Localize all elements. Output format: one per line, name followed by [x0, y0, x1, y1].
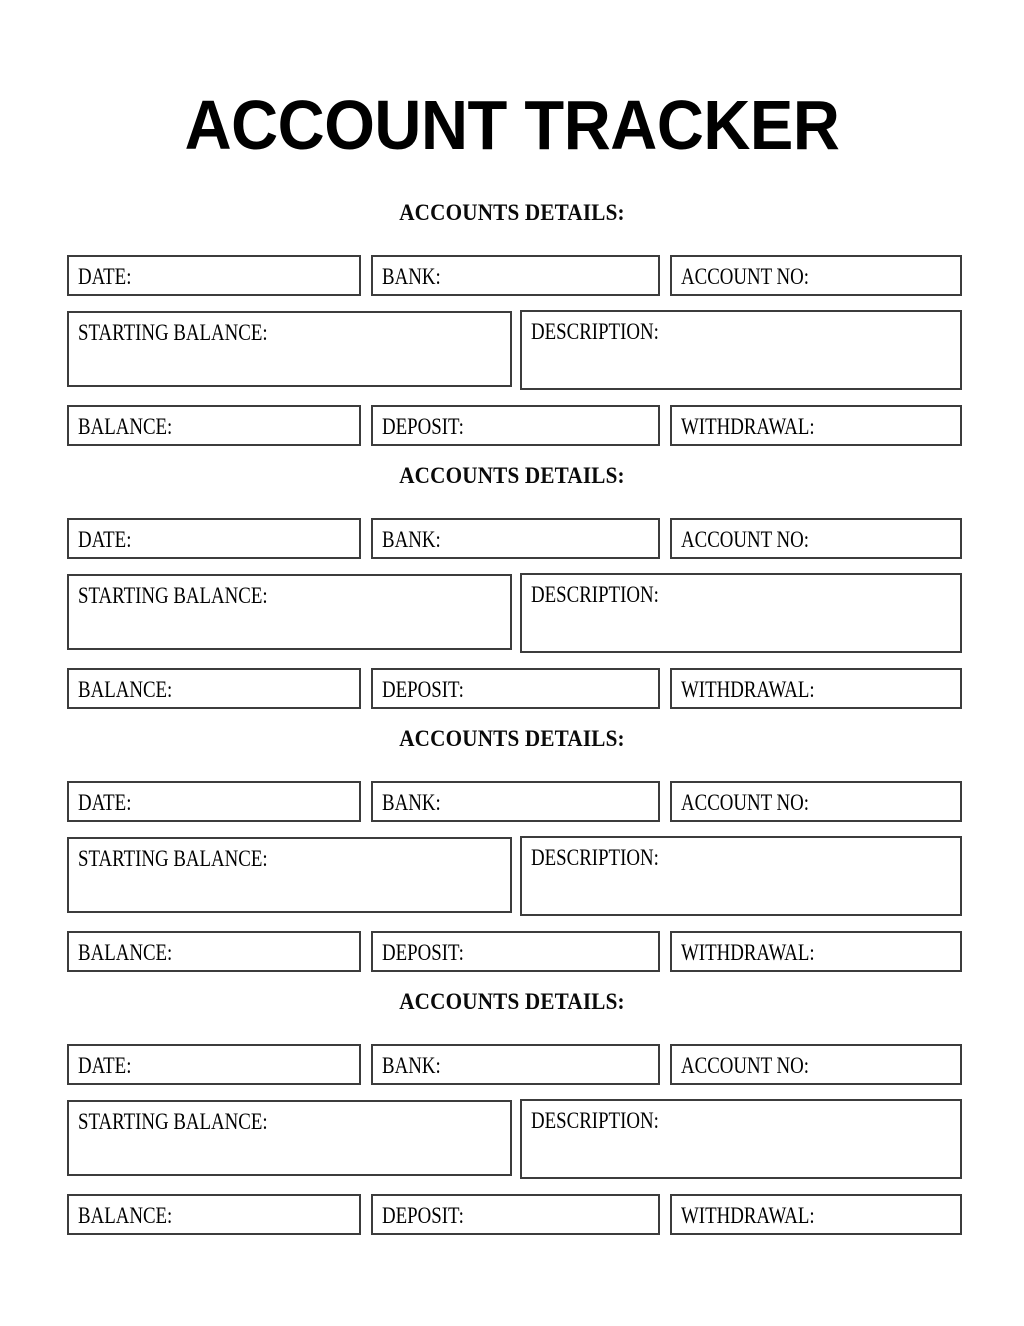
- field-label-bank: BANK:: [382, 790, 441, 815]
- field-label-account-no: ACCOUNT NO:: [681, 264, 810, 289]
- section-heading: ACCOUNTS DETAILS:: [399, 726, 625, 751]
- field-bank[interactable]: [371, 1044, 660, 1085]
- field-label-deposit: DEPOSIT:: [382, 414, 464, 439]
- field-label-description: DESCRIPTION:: [531, 845, 659, 870]
- field-label-balance: BALANCE:: [78, 414, 173, 439]
- field-label-deposit: DEPOSIT:: [382, 940, 464, 965]
- field-bank[interactable]: [371, 781, 660, 822]
- field-label-description: DESCRIPTION:: [531, 319, 659, 344]
- section-heading: ACCOUNTS DETAILS:: [399, 989, 625, 1014]
- field-starting-balance[interactable]: [67, 1100, 512, 1176]
- field-balance[interactable]: [67, 405, 361, 446]
- field-label-starting-balance: STARTING BALANCE:: [78, 583, 268, 608]
- field-label-bank: BANK:: [382, 1053, 441, 1078]
- field-label-balance: BALANCE:: [78, 940, 173, 965]
- field-label-starting-balance: STARTING BALANCE:: [78, 1109, 268, 1134]
- section-heading: ACCOUNTS DETAILS:: [399, 463, 625, 488]
- field-date[interactable]: [67, 255, 361, 296]
- field-deposit[interactable]: [371, 1194, 660, 1235]
- field-description[interactable]: [520, 310, 962, 390]
- field-label-starting-balance: STARTING BALANCE:: [78, 320, 268, 345]
- field-withdrawal[interactable]: [670, 668, 962, 709]
- field-label-withdrawal: WITHDRAWAL:: [681, 1203, 815, 1228]
- field-label-bank: BANK:: [382, 264, 441, 289]
- field-label-description: DESCRIPTION:: [531, 1108, 659, 1133]
- field-balance[interactable]: [67, 668, 361, 709]
- field-description[interactable]: [520, 573, 962, 653]
- field-date[interactable]: [67, 518, 361, 559]
- field-withdrawal[interactable]: [670, 405, 962, 446]
- field-label-date: DATE:: [78, 527, 132, 552]
- field-bank[interactable]: [371, 255, 660, 296]
- field-deposit[interactable]: [371, 668, 660, 709]
- field-label-description: DESCRIPTION:: [531, 582, 659, 607]
- field-starting-balance[interactable]: [67, 837, 512, 913]
- field-label-date: DATE:: [78, 790, 132, 815]
- field-label-deposit: DEPOSIT:: [382, 677, 464, 702]
- field-label-account-no: ACCOUNT NO:: [681, 790, 810, 815]
- field-label-date: DATE:: [78, 264, 132, 289]
- field-account-no[interactable]: [670, 1044, 962, 1085]
- field-starting-balance[interactable]: [67, 574, 512, 650]
- field-label-withdrawal: WITHDRAWAL:: [681, 940, 815, 965]
- field-deposit[interactable]: [371, 405, 660, 446]
- field-starting-balance[interactable]: [67, 311, 512, 387]
- field-date[interactable]: [67, 781, 361, 822]
- page-title: ACCOUNT TRACKER: [184, 86, 840, 164]
- field-balance[interactable]: [67, 931, 361, 972]
- field-label-withdrawal: WITHDRAWAL:: [681, 414, 815, 439]
- field-account-no[interactable]: [670, 255, 962, 296]
- field-label-balance: BALANCE:: [78, 677, 173, 702]
- field-withdrawal[interactable]: [670, 931, 962, 972]
- field-label-account-no: ACCOUNT NO:: [681, 527, 810, 552]
- field-label-bank: BANK:: [382, 527, 441, 552]
- section-heading: ACCOUNTS DETAILS:: [399, 200, 625, 225]
- field-label-starting-balance: STARTING BALANCE:: [78, 846, 268, 871]
- field-label-account-no: ACCOUNT NO:: [681, 1053, 810, 1078]
- field-description[interactable]: [520, 836, 962, 916]
- field-label-balance: BALANCE:: [78, 1203, 173, 1228]
- field-label-withdrawal: WITHDRAWAL:: [681, 677, 815, 702]
- field-label-deposit: DEPOSIT:: [382, 1203, 464, 1228]
- field-account-no[interactable]: [670, 518, 962, 559]
- field-date[interactable]: [67, 1044, 361, 1085]
- field-withdrawal[interactable]: [670, 1194, 962, 1235]
- field-description[interactable]: [520, 1099, 962, 1179]
- field-bank[interactable]: [371, 518, 660, 559]
- field-deposit[interactable]: [371, 931, 660, 972]
- field-label-date: DATE:: [78, 1053, 132, 1078]
- field-account-no[interactable]: [670, 781, 962, 822]
- field-balance[interactable]: [67, 1194, 361, 1235]
